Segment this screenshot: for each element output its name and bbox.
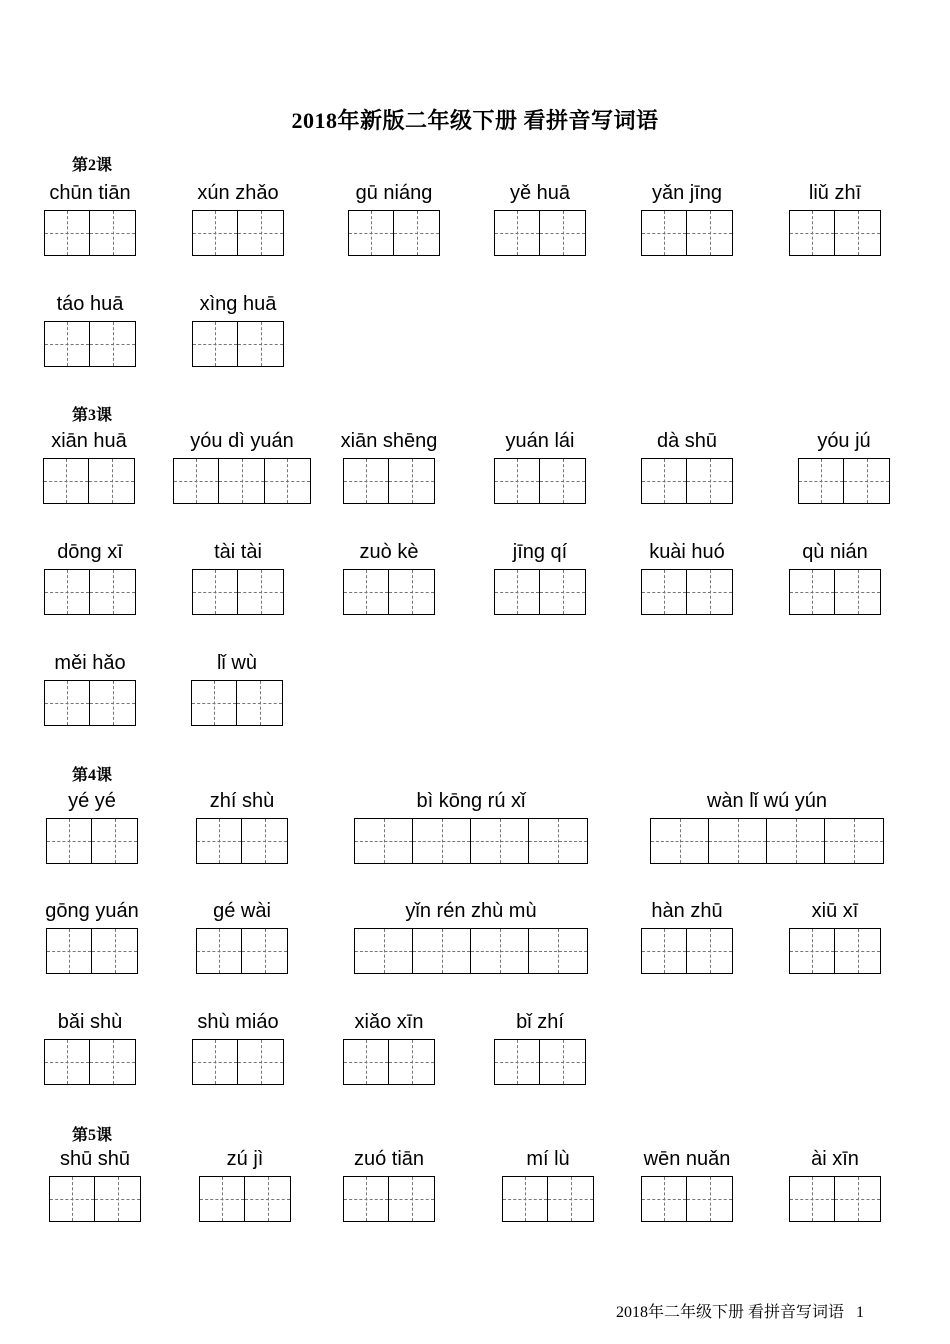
tianzige-cell[interactable] [90,570,135,614]
pinyin-label: lǐ wù [216,652,257,674]
writing-grid[interactable] [789,1176,881,1222]
footer-text: 2018年二年级下册 看拼音写词语 [615,1304,844,1321]
lesson-label: 第2课 [72,157,113,174]
tianzige-cell[interactable] [355,929,413,973]
tianzige-cell[interactable] [45,211,90,255]
writing-grid[interactable] [192,569,284,615]
vocab-item [641,182,733,258]
tianzige-cell[interactable] [90,1040,135,1084]
pinyin-label: xún zhǎo [197,182,279,204]
writing-grid[interactable] [348,210,440,256]
vocab-item [789,1148,881,1224]
lesson-label: 第5课 [72,1127,113,1144]
vocab-item [196,790,288,866]
tianzige-cell[interactable] [90,322,135,366]
pinyin-label: gū niáng [355,182,433,204]
writing-grid[interactable] [191,680,283,726]
tianzige-cell[interactable] [799,459,844,503]
tianzige-cell[interactable] [349,211,394,255]
vocab-item [44,1011,136,1087]
tianzige-cell[interactable] [651,819,709,863]
vocab-item [348,182,440,258]
tianzige-cell[interactable] [238,1040,283,1084]
tianzige-cell[interactable] [413,929,471,973]
tianzige-cell[interactable] [193,322,238,366]
tianzige-cell[interactable] [192,681,237,725]
writing-grid[interactable] [196,818,288,864]
vocab-item [343,1011,435,1087]
writing-grid[interactable] [46,818,138,864]
writing-grid[interactable] [46,928,138,974]
vocab-item [641,430,733,506]
pinyin-label: yǐn rén zhù mù [405,900,537,922]
page-number: 1 [856,1304,864,1321]
tianzige-cell[interactable] [238,322,283,366]
tianzige-cell[interactable] [219,459,264,503]
tianzige-cell[interactable] [540,211,585,255]
vocab-item [44,293,136,369]
writing-grid[interactable] [192,210,284,256]
vocab-item [343,541,435,617]
writing-grid[interactable] [173,458,311,504]
vocab-item [192,182,284,258]
pinyin-label: yóu dì yuán [190,430,294,452]
pinyin-label: dōng xī [57,541,123,563]
pinyin-label: táo huā [56,293,124,315]
vocab-item [354,790,588,866]
writing-grid[interactable] [196,928,288,974]
vocab-item [192,293,284,369]
tianzige-cell[interactable] [47,819,92,863]
vocab-item [494,430,586,506]
vocab-item [191,652,283,728]
tianzige-cell[interactable] [529,819,587,863]
pinyin-label: xiān huā [51,430,127,452]
vocab-item [650,790,884,866]
writing-grid[interactable] [494,569,586,615]
tianzige-cell[interactable] [200,1177,245,1221]
pinyin-label: mí lù [526,1148,570,1170]
tianzige-cell[interactable] [642,570,687,614]
vocab-item [44,541,136,617]
tianzige-cell[interactable] [503,1177,548,1221]
tianzige-cell[interactable] [548,1177,593,1221]
pinyin-label: wàn lǐ wú yún [706,790,828,812]
tianzige-cell[interactable] [174,459,219,503]
tianzige-cell[interactable] [471,929,529,973]
writing-grid[interactable] [494,1039,586,1085]
pinyin-label: bì kōng rú xǐ [416,790,526,812]
vocab-item [192,1011,284,1087]
tianzige-cell[interactable] [50,1177,95,1221]
pinyin-label: tài tài [214,541,262,563]
vocab-item [789,900,881,976]
tianzige-cell[interactable] [413,819,471,863]
tianzige-cell[interactable] [394,211,439,255]
tianzige-cell[interactable] [242,819,287,863]
writing-grid[interactable] [49,1176,141,1222]
pinyin-label: yé yé [68,790,116,812]
pinyin-label: gé wài [213,900,271,922]
tianzige-cell[interactable] [193,570,238,614]
tianzige-cell[interactable] [642,459,687,503]
tianzige-cell[interactable] [197,929,242,973]
tianzige-cell[interactable] [767,819,825,863]
pinyin-label: dà shū [656,430,718,452]
tianzige-cell[interactable] [45,1040,90,1084]
pinyin-label: xìng huā [199,293,277,315]
tianzige-cell[interactable] [835,929,880,973]
writing-grid[interactable] [641,569,733,615]
tianzige-cell[interactable] [642,929,687,973]
writing-grid[interactable] [43,458,135,504]
tianzige-cell[interactable] [265,459,310,503]
pinyin-label: gōng yuán [45,900,139,922]
writing-grid[interactable] [192,1039,284,1085]
writing-grid[interactable] [192,321,284,367]
pinyin-label: bǎi shù [57,1011,123,1033]
writing-grid[interactable] [789,210,881,256]
tianzige-cell[interactable] [238,570,283,614]
tianzige-cell[interactable] [790,1177,835,1221]
vocab-item [340,430,438,506]
tianzige-cell[interactable] [95,1177,140,1221]
vocab-item [494,541,586,617]
tianzige-cell[interactable] [471,819,529,863]
vocab-item [199,1148,291,1224]
tianzige-cell[interactable] [642,1177,687,1221]
vocab-item [494,1011,586,1087]
pinyin-label: bǐ zhí [516,1011,564,1033]
writing-grid[interactable] [641,458,733,504]
pinyin-label: ài xīn [811,1148,859,1170]
vocab-item [192,541,284,617]
pinyin-label: kuài huó [649,541,725,563]
tianzige-cell[interactable] [687,211,732,255]
writing-grid[interactable] [494,210,586,256]
writing-grid[interactable] [44,680,136,726]
vocab-item [343,1148,435,1224]
writing-grid[interactable] [641,928,733,974]
writing-grid[interactable] [44,321,136,367]
pinyin-label: liǔ zhī [808,182,862,204]
pinyin-label: yě huā [509,182,571,204]
vocab-item [44,182,136,258]
pinyin-label: yóu jú [817,430,871,452]
tianzige-cell[interactable] [687,1177,732,1221]
tianzige-cell[interactable] [540,459,585,503]
writing-grid[interactable] [44,569,136,615]
pinyin-label: shù miáo [197,1011,279,1033]
tianzige-cell[interactable] [89,459,134,503]
tianzige-cell[interactable] [389,459,434,503]
writing-grid[interactable] [343,569,435,615]
tianzige-cell[interactable] [790,211,835,255]
tianzige-cell[interactable] [495,570,540,614]
vocab-item [502,1148,594,1224]
page-title: 2018年新版二年级下册 看拼音写词语 [291,108,659,133]
vocab-item [641,541,733,617]
tianzige-cell[interactable] [835,211,880,255]
tianzige-cell[interactable] [44,459,89,503]
pinyin-label: yuán lái [505,430,575,452]
tianzige-cell[interactable] [709,819,767,863]
lesson-label: 第4课 [72,767,113,784]
tianzige-cell[interactable] [687,570,732,614]
pinyin-label: xiān shēng [340,430,438,452]
tianzige-cell[interactable] [540,570,585,614]
writing-grid[interactable] [354,818,588,864]
tianzige-cell[interactable] [495,459,540,503]
vocab-item [46,790,138,866]
tianzige-cell[interactable] [389,1177,434,1221]
vocab-item [789,541,881,617]
tianzige-cell[interactable] [92,819,137,863]
pinyin-label: qù nián [802,541,868,563]
tianzige-cell[interactable] [835,1177,880,1221]
pinyin-label: yǎn jīng [651,182,723,204]
writing-grid[interactable] [502,1176,594,1222]
tianzige-cell[interactable] [238,211,283,255]
tianzige-cell[interactable] [790,570,835,614]
tianzige-cell[interactable] [45,681,90,725]
writing-grid[interactable] [343,458,435,504]
tianzige-cell[interactable] [90,211,135,255]
writing-grid[interactable] [44,1039,136,1085]
tianzige-cell[interactable] [193,1040,238,1084]
tianzige-cell[interactable] [92,929,137,973]
tianzige-cell[interactable] [242,929,287,973]
lesson-label: 第3课 [72,407,113,424]
page-footer [616,1299,864,1322]
tianzige-cell[interactable] [197,819,242,863]
writing-grid[interactable] [641,1176,733,1222]
tianzige-cell[interactable] [790,929,835,973]
writing-grid[interactable] [789,928,881,974]
pinyin-label: zú jì [226,1148,264,1170]
writing-grid[interactable] [789,569,881,615]
vocab-item [43,430,135,506]
tianzige-cell[interactable] [47,929,92,973]
vocab-item [798,430,890,506]
vocab-item [49,1148,141,1224]
tianzige-cell[interactable] [90,681,135,725]
pinyin-label: hàn zhū [651,900,723,922]
pinyin-label: zuò kè [359,541,419,563]
tianzige-cell[interactable] [45,570,90,614]
writing-grid[interactable] [199,1176,291,1222]
tianzige-cell[interactable] [355,819,413,863]
pinyin-label: zhí shù [209,790,275,812]
vocab-item [641,900,733,976]
tianzige-cell[interactable] [495,1040,540,1084]
tianzige-cell[interactable] [193,211,238,255]
tianzige-cell[interactable] [344,1040,389,1084]
tianzige-cell[interactable] [45,322,90,366]
tianzige-cell[interactable] [687,929,732,973]
vocab-item [494,182,586,258]
tianzige-cell[interactable] [835,570,880,614]
vocab-item [46,900,138,976]
vocab-item [173,430,311,506]
vocab-item [354,900,588,976]
tianzige-cell[interactable] [344,1177,389,1221]
writing-grid[interactable] [44,210,136,256]
vocab-item [641,1148,733,1224]
tianzige-cell[interactable] [389,1040,434,1084]
writing-grid[interactable] [650,818,884,864]
pinyin-label: zuó tiān [353,1148,425,1170]
tianzige-cell[interactable] [529,929,587,973]
tianzige-cell[interactable] [825,819,883,863]
writing-grid[interactable] [494,458,586,504]
writing-grid[interactable] [641,210,733,256]
tianzige-cell[interactable] [389,570,434,614]
pinyin-label: měi hǎo [54,652,126,674]
pinyin-label: xiǎo xīn [354,1011,424,1033]
tianzige-cell[interactable] [245,1177,290,1221]
pinyin-label: chūn tiān [49,182,131,204]
vocab-item [196,900,288,976]
writing-grid[interactable] [343,1176,435,1222]
tianzige-cell[interactable] [844,459,889,503]
tianzige-cell[interactable] [495,211,540,255]
tianzige-cell[interactable] [540,1040,585,1084]
vocab-item [789,182,881,258]
pinyin-label: jīng qí [512,541,568,563]
tianzige-cell[interactable] [237,681,282,725]
tianzige-cell[interactable] [344,459,389,503]
tianzige-cell[interactable] [687,459,732,503]
writing-grid[interactable] [354,928,588,974]
writing-grid[interactable] [798,458,890,504]
pinyin-label: xiū xī [811,900,859,922]
pinyin-label: shū shū [59,1148,131,1170]
tianzige-cell[interactable] [642,211,687,255]
writing-grid[interactable] [343,1039,435,1085]
tianzige-cell[interactable] [344,570,389,614]
vocab-item [44,652,136,728]
pinyin-label: wēn nuǎn [643,1148,731,1170]
